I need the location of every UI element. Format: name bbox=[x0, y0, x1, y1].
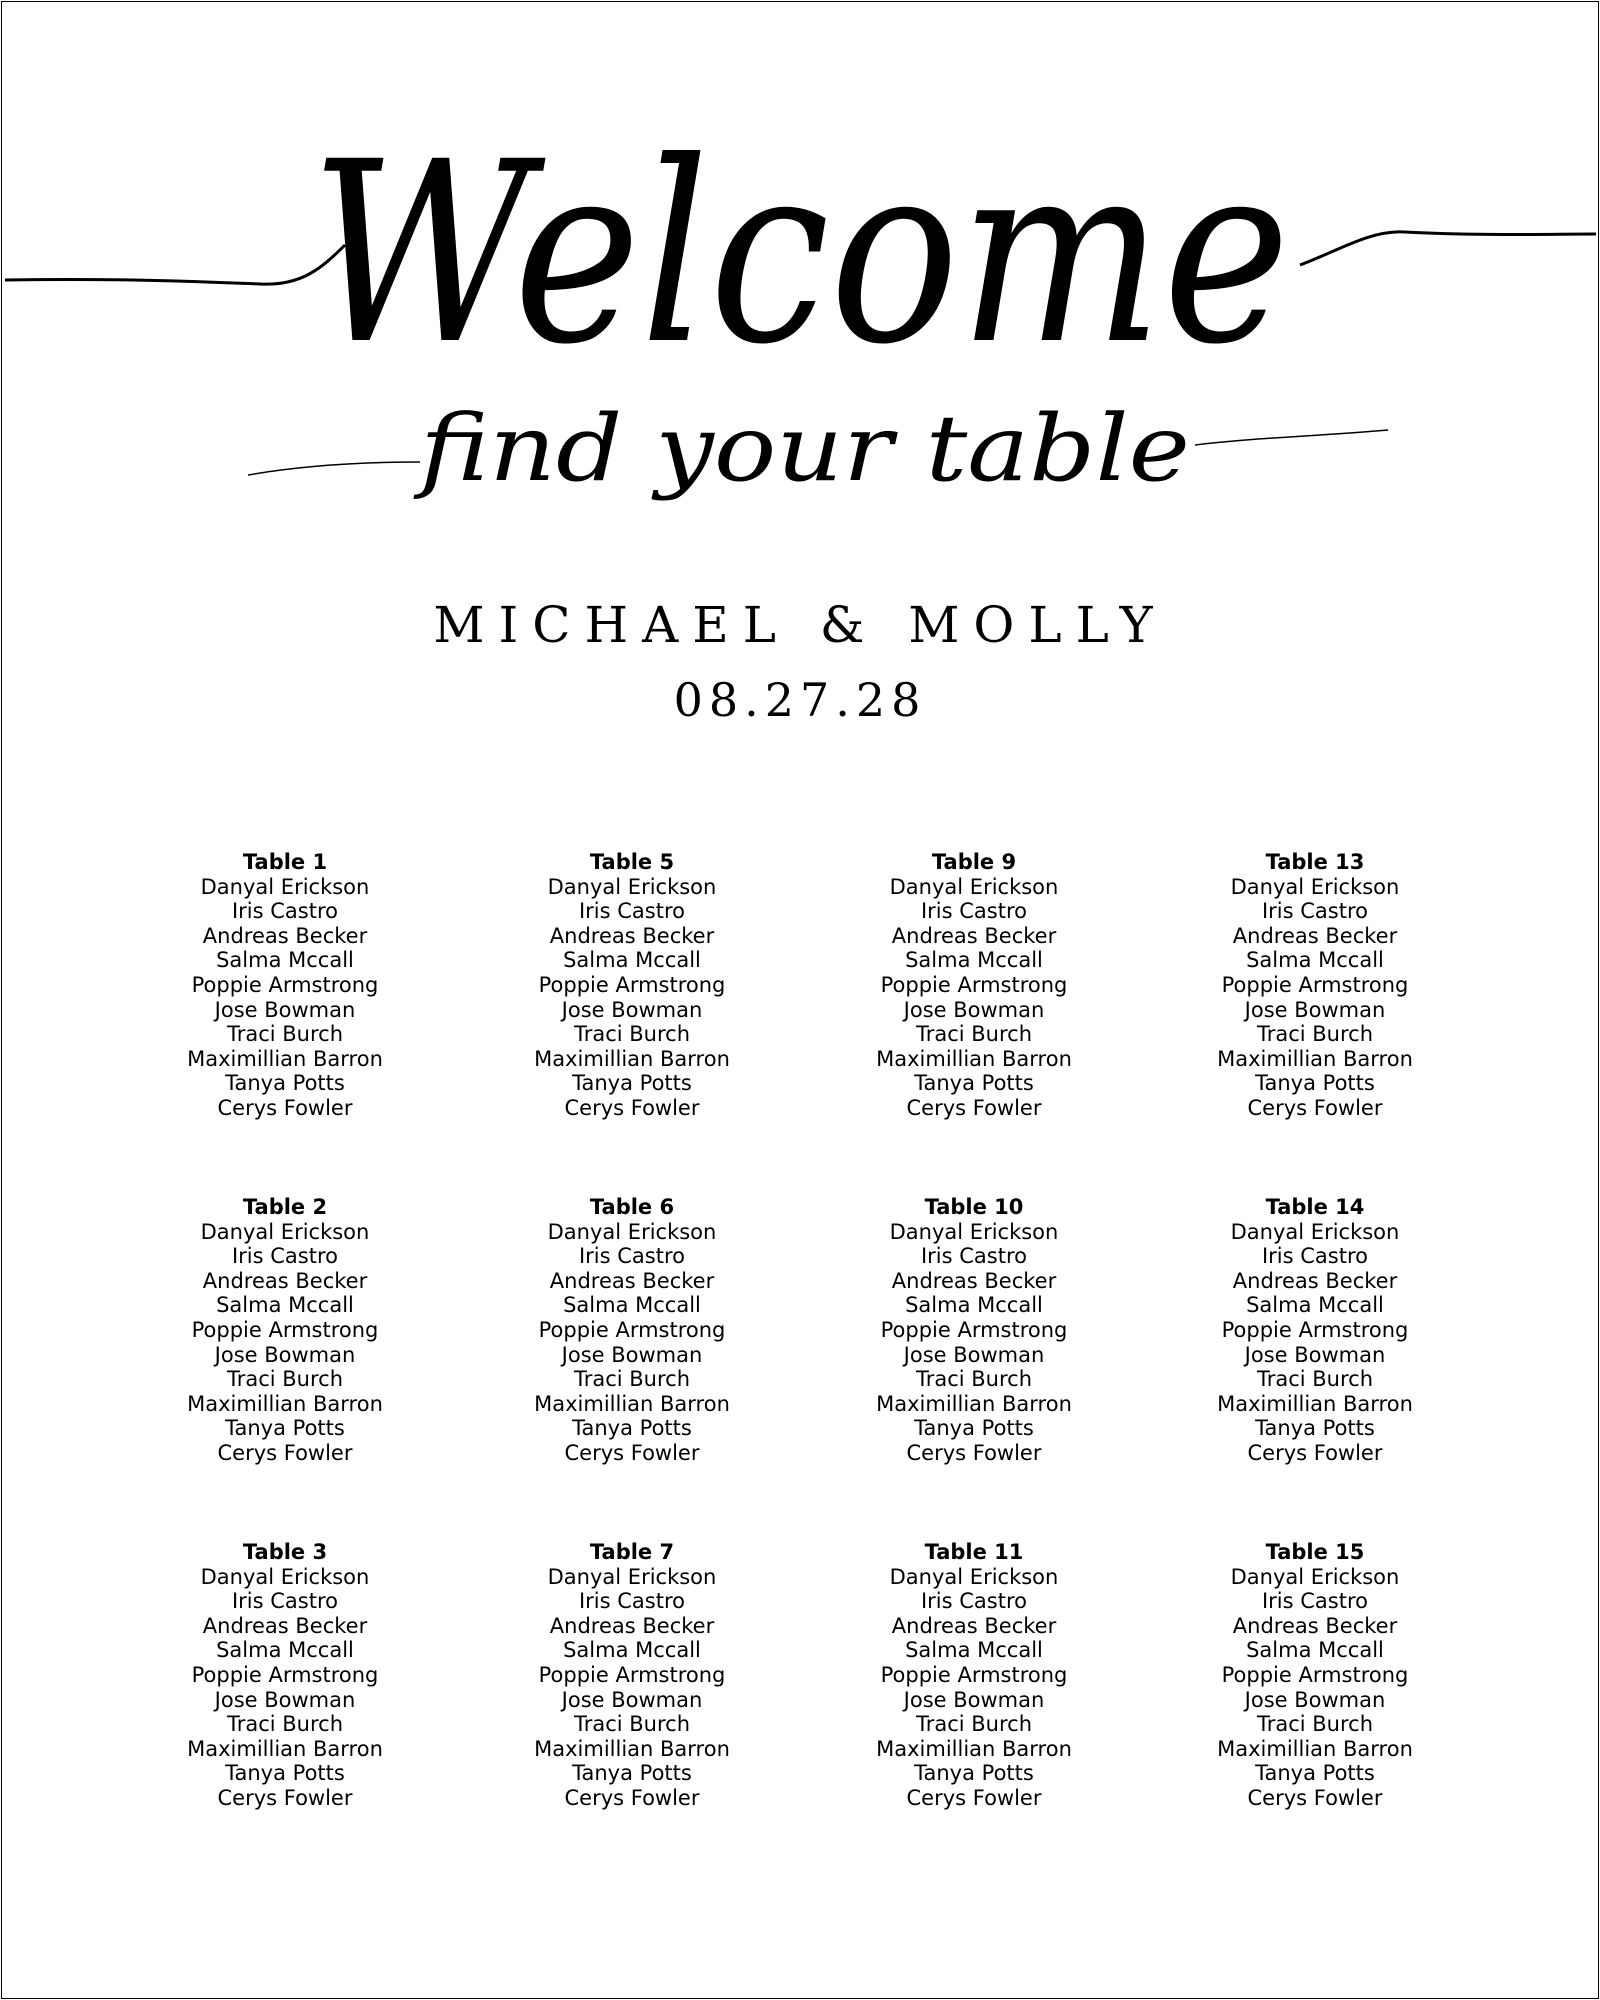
guest-name: Danyal Erickson bbox=[547, 1219, 717, 1244]
guest-name: Poppie Armstrong bbox=[538, 972, 726, 997]
guest-name: Traci Burch bbox=[915, 1367, 1033, 1392]
guest-name: Traci Burch bbox=[226, 1367, 344, 1392]
guest-name: Jose Bowman bbox=[214, 997, 356, 1022]
table-block bbox=[824, 850, 1124, 1121]
guest-name: Andreas Becker bbox=[549, 1268, 715, 1293]
guest-name: Traci Burch bbox=[915, 1022, 1033, 1047]
guest-name: Poppie Armstrong bbox=[191, 972, 379, 997]
welcome-flourish-left bbox=[5, 245, 345, 284]
guest-name: Traci Burch bbox=[573, 1367, 691, 1392]
guest-name: Traci Burch bbox=[226, 1712, 344, 1737]
guest-name: Andreas Becker bbox=[1232, 1268, 1398, 1293]
guest-name: Andreas Becker bbox=[202, 1268, 368, 1293]
table-block bbox=[1165, 1540, 1465, 1811]
guest-name: Iris Castro bbox=[231, 1244, 338, 1269]
guest-name: Danyal Erickson bbox=[1230, 1564, 1400, 1589]
guest-name: Jose Bowman bbox=[1244, 1342, 1386, 1367]
guest-name: Tanya Potts bbox=[914, 1071, 1034, 1096]
guest-name: Maximillian Barron bbox=[876, 1736, 1072, 1761]
guest-name: Poppie Armstrong bbox=[191, 1662, 379, 1687]
guest-name: Cerys Fowler bbox=[564, 1785, 700, 1810]
guest-name: Salma Mccall bbox=[563, 948, 701, 973]
guest-name: Salma Mccall bbox=[216, 1293, 354, 1318]
guest-name: Danyal Erickson bbox=[547, 874, 717, 899]
table-title: Table 9 bbox=[931, 850, 1017, 874]
guest-name: Andreas Becker bbox=[891, 1268, 1057, 1293]
guest-name: Andreas Becker bbox=[202, 923, 368, 948]
table-title: Table 2 bbox=[242, 1195, 328, 1219]
guest-name: Maximillian Barron bbox=[1217, 1391, 1413, 1416]
guest-name: Traci Burch bbox=[226, 1022, 344, 1047]
guest-name: Iris Castro bbox=[920, 1244, 1027, 1269]
table-block bbox=[482, 850, 782, 1121]
subtitle-flourish-left bbox=[248, 462, 420, 475]
guest-name: Iris Castro bbox=[231, 899, 338, 924]
table-title: Table 7 bbox=[589, 1540, 675, 1564]
guest-name: Andreas Becker bbox=[549, 1613, 715, 1638]
guest-name: Jose Bowman bbox=[903, 997, 1045, 1022]
guest-name: Iris Castro bbox=[578, 899, 685, 924]
guest-name: Salma Mccall bbox=[216, 1638, 354, 1663]
guest-name: Salma Mccall bbox=[1246, 1638, 1384, 1663]
guest-name: Poppie Armstrong bbox=[1221, 1317, 1409, 1342]
guest-name: Cerys Fowler bbox=[564, 1095, 700, 1120]
guest-name: Cerys Fowler bbox=[217, 1785, 353, 1810]
guest-name: Jose Bowman bbox=[561, 997, 703, 1022]
table-block bbox=[1165, 850, 1465, 1121]
table-title: Table 14 bbox=[1265, 1195, 1365, 1219]
guest-name: Tanya Potts bbox=[572, 1416, 692, 1441]
guest-name: Jose Bowman bbox=[903, 1342, 1045, 1367]
table-title: Table 5 bbox=[589, 850, 675, 874]
guest-name: Salma Mccall bbox=[905, 1293, 1043, 1318]
guest-name: Danyal Erickson bbox=[889, 1219, 1059, 1244]
table-block bbox=[135, 1195, 435, 1466]
table-block bbox=[824, 1195, 1124, 1466]
table-block bbox=[824, 1540, 1124, 1811]
table-title: Table 10 bbox=[924, 1195, 1024, 1219]
guest-name: Poppie Armstrong bbox=[880, 1317, 1068, 1342]
guest-name: Tanya Potts bbox=[225, 1761, 345, 1786]
guest-name: Cerys Fowler bbox=[1247, 1785, 1383, 1810]
guest-name: Traci Burch bbox=[1256, 1367, 1374, 1392]
guest-name: Jose Bowman bbox=[1244, 1687, 1386, 1712]
guest-name: Cerys Fowler bbox=[564, 1440, 700, 1465]
table-block bbox=[482, 1195, 782, 1466]
guest-name: Cerys Fowler bbox=[217, 1440, 353, 1465]
guest-name: Maximillian Barron bbox=[876, 1046, 1072, 1071]
table-title: Table 11 bbox=[924, 1540, 1024, 1564]
guest-name: Tanya Potts bbox=[914, 1761, 1034, 1786]
guest-name: Maximillian Barron bbox=[1217, 1046, 1413, 1071]
guest-name: Danyal Erickson bbox=[889, 874, 1059, 899]
guest-name: Traci Burch bbox=[573, 1712, 691, 1737]
guest-name: Poppie Armstrong bbox=[538, 1662, 726, 1687]
guest-name: Danyal Erickson bbox=[1230, 874, 1400, 899]
guest-name: Salma Mccall bbox=[216, 948, 354, 973]
table-title: Table 15 bbox=[1265, 1540, 1365, 1564]
guest-name: Poppie Armstrong bbox=[538, 1317, 726, 1342]
guest-name: Andreas Becker bbox=[1232, 1613, 1398, 1638]
guest-name: Tanya Potts bbox=[1255, 1071, 1375, 1096]
guest-name: Iris Castro bbox=[1261, 1244, 1368, 1269]
welcome-heading: Welcome bbox=[310, 108, 1290, 399]
welcome-flourish-right bbox=[1300, 232, 1596, 265]
guest-name: Danyal Erickson bbox=[547, 1564, 717, 1589]
guest-name: Tanya Potts bbox=[572, 1761, 692, 1786]
guest-name: Maximillian Barron bbox=[187, 1736, 383, 1761]
table-block bbox=[482, 1540, 782, 1811]
guest-name: Cerys Fowler bbox=[1247, 1095, 1383, 1120]
guest-name: Tanya Potts bbox=[225, 1071, 345, 1096]
table-block bbox=[135, 1540, 435, 1811]
table-block bbox=[135, 850, 435, 1121]
guest-name: Poppie Armstrong bbox=[1221, 1662, 1409, 1687]
subtitle-heading: find your table bbox=[413, 395, 1190, 502]
guest-name: Maximillian Barron bbox=[187, 1391, 383, 1416]
guest-name: Iris Castro bbox=[920, 1589, 1027, 1614]
guest-name: Iris Castro bbox=[578, 1244, 685, 1269]
guest-name: Salma Mccall bbox=[1246, 948, 1384, 973]
guest-name: Maximillian Barron bbox=[534, 1391, 730, 1416]
guest-name: Poppie Armstrong bbox=[880, 1662, 1068, 1687]
guest-name: Tanya Potts bbox=[572, 1071, 692, 1096]
guest-name: Cerys Fowler bbox=[906, 1440, 1042, 1465]
guest-name: Iris Castro bbox=[578, 1589, 685, 1614]
table-title: Table 3 bbox=[242, 1540, 328, 1564]
couple-names: MICHAEL & MOLLY bbox=[433, 596, 1167, 654]
table-title: Table 1 bbox=[242, 850, 328, 874]
guest-name: Traci Burch bbox=[915, 1712, 1033, 1737]
guest-name: Jose Bowman bbox=[903, 1687, 1045, 1712]
guest-name: Traci Burch bbox=[573, 1022, 691, 1047]
guest-name: Salma Mccall bbox=[905, 948, 1043, 973]
guest-name: Jose Bowman bbox=[214, 1687, 356, 1712]
table-title: Table 6 bbox=[589, 1195, 675, 1219]
guest-name: Maximillian Barron bbox=[534, 1736, 730, 1761]
guest-name: Iris Castro bbox=[1261, 899, 1368, 924]
guest-name: Maximillian Barron bbox=[876, 1391, 1072, 1416]
guest-name: Salma Mccall bbox=[1246, 1293, 1384, 1318]
guest-name: Salma Mccall bbox=[563, 1638, 701, 1663]
guest-name: Maximillian Barron bbox=[534, 1046, 730, 1071]
guest-name: Traci Burch bbox=[1256, 1712, 1374, 1737]
guest-name: Cerys Fowler bbox=[906, 1095, 1042, 1120]
guest-name: Poppie Armstrong bbox=[880, 972, 1068, 997]
guest-name: Cerys Fowler bbox=[906, 1785, 1042, 1810]
guest-name: Poppie Armstrong bbox=[191, 1317, 379, 1342]
guest-name: Iris Castro bbox=[231, 1589, 338, 1614]
table-block bbox=[1165, 1195, 1465, 1466]
guest-name: Danyal Erickson bbox=[200, 874, 370, 899]
guest-name: Tanya Potts bbox=[1255, 1761, 1375, 1786]
guest-name: Tanya Potts bbox=[225, 1416, 345, 1441]
guest-name: Tanya Potts bbox=[914, 1416, 1034, 1441]
guest-name: Andreas Becker bbox=[1232, 923, 1398, 948]
guest-name: Jose Bowman bbox=[214, 1342, 356, 1367]
guest-name: Danyal Erickson bbox=[200, 1219, 370, 1244]
guest-name: Andreas Becker bbox=[549, 923, 715, 948]
guest-name: Andreas Becker bbox=[202, 1613, 368, 1638]
wedding-date: 08.27.28 bbox=[673, 673, 927, 727]
guest-name: Danyal Erickson bbox=[889, 1564, 1059, 1589]
guest-name: Cerys Fowler bbox=[1247, 1440, 1383, 1465]
guest-name: Iris Castro bbox=[1261, 1589, 1368, 1614]
guest-name: Danyal Erickson bbox=[1230, 1219, 1400, 1244]
guest-name: Maximillian Barron bbox=[187, 1046, 383, 1071]
subtitle-flourish-right bbox=[1195, 430, 1388, 445]
guest-name: Salma Mccall bbox=[905, 1638, 1043, 1663]
guest-name: Traci Burch bbox=[1256, 1022, 1374, 1047]
guest-name: Salma Mccall bbox=[563, 1293, 701, 1318]
guest-name: Andreas Becker bbox=[891, 1613, 1057, 1638]
guest-name: Jose Bowman bbox=[1244, 997, 1386, 1022]
guest-name: Cerys Fowler bbox=[217, 1095, 353, 1120]
table-title: Table 13 bbox=[1265, 850, 1365, 874]
guest-name: Iris Castro bbox=[920, 899, 1027, 924]
guest-name: Maximillian Barron bbox=[1217, 1736, 1413, 1761]
guest-name: Jose Bowman bbox=[561, 1342, 703, 1367]
guest-name: Jose Bowman bbox=[561, 1687, 703, 1712]
guest-name: Andreas Becker bbox=[891, 923, 1057, 948]
script-header bbox=[0, 0, 1600, 560]
guest-name: Poppie Armstrong bbox=[1221, 972, 1409, 997]
guest-name: Tanya Potts bbox=[1255, 1416, 1375, 1441]
guest-name: Danyal Erickson bbox=[200, 1564, 370, 1589]
